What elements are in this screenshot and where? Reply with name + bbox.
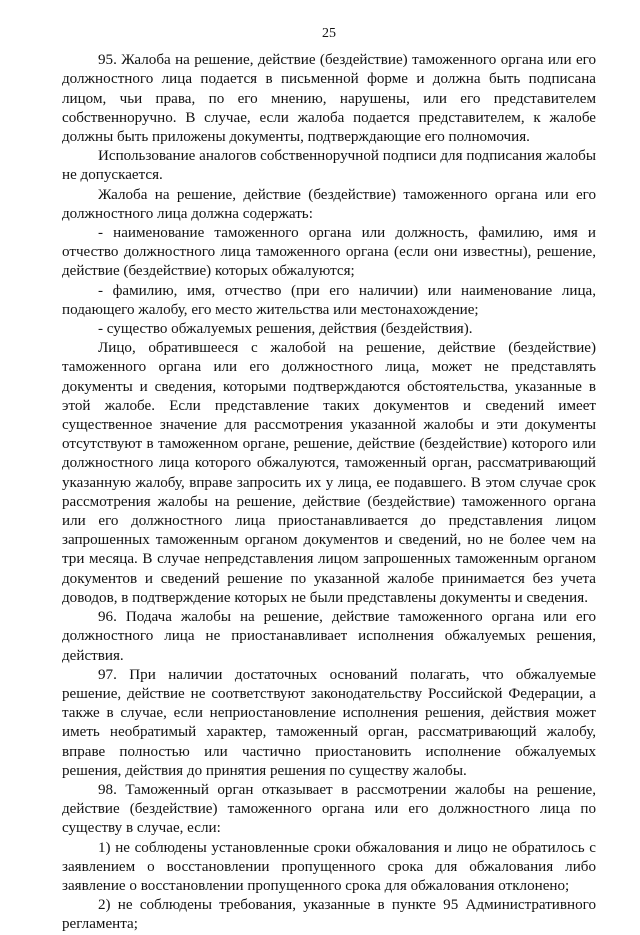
paragraph-97: 97. При наличии достаточных оснований полагать, что обжалуемые решение, действие не соответствуют законодательству Российской Федерации, а также в случае, если неприостановление исполнения решения, действия может иметь необратимый характер, таможенный орган, рассматривающий жалобу, вправе полностью или частично приостановить исполнение обжалуемых решения, действия до принятия решения по существу жалобы. bbox=[62, 666, 596, 779]
list-item-98-2: 2) не соблюдены требования, указанные в пункте 95 Административного регламента; bbox=[62, 897, 596, 933]
paragraph-complaint-contents: Жалоба на решение, действие (бездействие) таможенного органа или его должностного лица должна содержать: bbox=[62, 186, 596, 222]
paragraph-98: 98. Таможенный орган отказывает в рассмотрении жалобы на решение, действие (бездействие) таможенного органа или его должностного лица по существу в случае, если: bbox=[62, 781, 596, 837]
list-item-essence: - существо обжалуемых решения, действия (бездействия). bbox=[98, 321, 473, 338]
paragraph-95: 95. Жалоба на решение, действие (бездействие) таможенного органа или его должностного лица подается в письменной форме и должна быть подписана лицом, чьи права, по его мнению, нарушены, или его представителем собственноручно. В случае, если жалоба подается представителем, к жалобе должны быть приложены документы, подтверждающие его полномочия. bbox=[62, 52, 596, 146]
list-item-98-1: 1) не соблюдены установленные сроки обжалования и лицо не обратилось с заявлением о восстановлении пропущенного срока для обжалования либо заявление о восстановлении пропущенного срока для обжалования отклонено; bbox=[62, 839, 596, 894]
paragraph-signature-analogs: Использование аналогов собственноручной подписи для подписания жалобы не допускается. bbox=[62, 148, 596, 184]
list-item-authority-name: - наименование таможенного органа или должность, фамилию, имя и отчество должностного лица таможенного органа (если они известны), решение, действие (бездействие) которых обжалуются; bbox=[62, 225, 596, 280]
list-item-applicant-name: - фамилию, имя, отчество (при его наличии) или наименование лица, подающего жалобу, его место жительства или местонахождение; bbox=[62, 282, 596, 318]
paragraph-96: 96. Подача жалобы на решение, действие таможенного органа или его должностного лица не приостанавливает исполнения обжалуемых решения, действия. bbox=[62, 609, 596, 664]
paragraph-documents-request: Лицо, обратившееся с жалобой на решение, действие (бездействие) таможенного органа или его должностного лица, может не представлять документы и сведения, которыми подтверждаются обстоятельства, указанные в этой жалобе. Если представление таких документов и сведений имеет существенное значение для рассмотрения указанной жалобы и эти документы отсутствуют в таможенном органе, решение, действие (бездействие) которого или должностного лица которого обжалуются, таможенный орган, рассматривающий указанную жалобу, вправе запросить их у лица, ее подавшего. В этом случае срок рассмотрения жалобы на решение, действие (бездействие) таможенного органа или его должностного лица приостанавливается до представления лицом запрошенных таможенным органом документов и сведений, но не более чем на три месяца. В случае непредставления лицом запрошенных таможенным органом документов и сведений решение по указанной жалобе принимается без учета доводов, в подтверждение которых не были представлены документы и сведения. bbox=[62, 340, 596, 606]
page-number: 25 bbox=[322, 26, 336, 41]
document-page bbox=[62, 24, 596, 935]
